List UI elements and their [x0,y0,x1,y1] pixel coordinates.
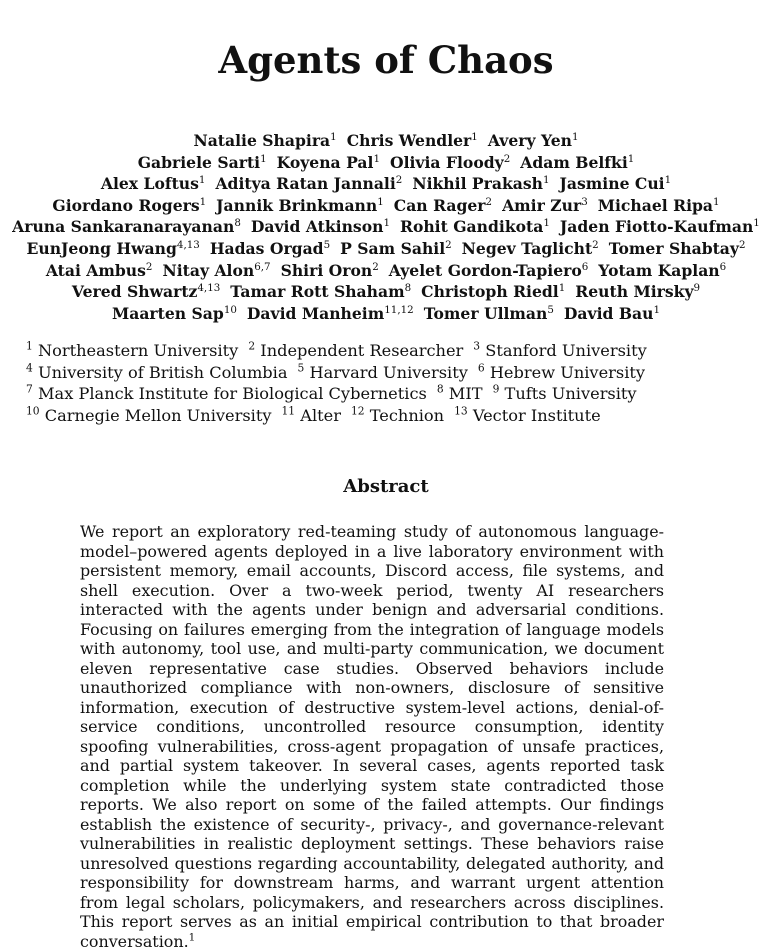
author-name: Alex Loftus [100,174,199,194]
author-name: Can Rager [393,195,486,215]
author [347,131,478,150]
author-affiliation-mark: 2 [592,238,599,251]
affiliation [26,406,271,425]
author [210,239,330,258]
author-affiliation-mark: 8 [234,217,241,230]
affiliation-number: 12 [350,404,365,418]
affiliation [281,406,340,425]
affiliation [473,341,646,360]
author-affiliation-mark: 1 [713,195,720,208]
author-name: Aruna Sankaranarayanan [12,217,235,237]
author-affiliation-mark: 3 [581,195,588,208]
affiliation-number: 13 [454,404,468,418]
affiliation [297,363,467,382]
author [72,282,220,301]
author [421,282,565,301]
author-affiliation-mark: 11,12 [384,303,414,316]
author [488,131,579,150]
affiliation-number: 10 [26,404,40,418]
affiliation [437,384,483,403]
author-name: Jasmine Cui [559,174,665,194]
affiliation-number: 4 [26,361,33,375]
author [281,261,379,280]
author [46,261,153,280]
author-affiliation-mark: 9 [693,281,701,294]
author-name: Shiri Oron [280,260,373,280]
author-affiliation-mark: 6 [581,260,589,273]
author-name: Michael Ripa [597,195,714,215]
author-affiliation-mark: 4,13 [176,238,200,251]
author-affiliation-mark: 1 [543,174,550,186]
abstract-heading: Abstract [343,476,429,497]
author-affiliation-mark: 2 [395,174,403,186]
author-name: Aditya Ratan Jannali [215,174,396,194]
author-affiliation-mark: 2 [485,195,493,208]
author-name: Reuth Mirsky [575,282,694,302]
author [520,153,634,172]
author [138,153,267,172]
author [389,261,589,280]
author-affiliation-mark: 2 [738,238,746,251]
affiliation-list [26,340,746,426]
author [247,304,414,323]
author-affiliation-mark: 2 [145,260,153,273]
author-name: Natalie Shapira [193,131,331,150]
author-name: David Bau [563,303,654,323]
affiliation-line [26,383,746,405]
author-name: Amir Zur [502,195,582,215]
author [598,196,720,215]
author-affiliation-mark: 2 [445,238,452,251]
author-affiliation-mark: 1 [199,195,207,208]
author-affiliation-mark: 5 [323,238,331,251]
author [575,282,700,301]
affiliation-line [26,340,746,362]
affiliation-name: Harvard University [309,362,468,382]
author-affiliation-mark: 1 [543,217,550,230]
author-name: Jannik Brinkmann [216,195,378,215]
author-affiliation-mark: 2 [503,152,511,165]
author-affiliation-mark: 1 [753,217,760,230]
affiliation-number: 11 [281,404,296,418]
author-affiliation-mark: 8 [404,281,412,294]
author-name: David Atkinson [250,217,384,237]
affiliation-number: 8 [436,382,444,396]
affiliation-number: 7 [26,382,33,396]
author-name: EunJeong Hwang [26,238,177,258]
author [598,261,726,280]
author-name: Christoph Riedl [421,282,559,302]
author-affiliation-mark: 1 [558,281,566,294]
affiliation-name: MIT [448,384,483,404]
author [560,174,672,193]
author [277,153,380,172]
paper-title: Agents of Chaos [218,38,554,82]
author [112,304,237,323]
author [502,196,588,215]
author-name: David Manheim [246,303,385,323]
affiliation-number: 3 [473,339,481,353]
author [394,196,492,215]
affiliation-name: Carnegie Mellon University [44,405,272,425]
author-name: Ayelet Gordon-Tapiero [388,260,582,280]
author-name: Hadas Orgad [209,238,324,258]
affiliation [351,406,444,425]
author-affiliation-mark: 1 [383,217,390,230]
author-affiliation-mark: 1 [373,152,380,165]
affiliation [26,341,238,360]
author-name: Jaden Fiotto-Kaufman [559,217,754,237]
affiliation-line [26,362,746,384]
author-name: Adam Belfki [520,152,628,172]
author-line [0,195,772,217]
author-name: Tomer Shabtay [608,238,739,258]
author [400,217,550,236]
affiliation [26,384,427,403]
author-affiliation-mark: 1 [572,130,579,143]
author-affiliation-mark: 1 [260,152,267,165]
abstract-text [80,522,664,951]
author-line [0,303,772,325]
affiliation-name: Alter [300,405,341,425]
author-name: P Sam Sahil [340,238,446,258]
author-name: Avery Yen [487,131,573,150]
affiliation [493,384,637,403]
affiliation [248,341,463,360]
author-name: Tomer Ullman [423,303,548,323]
affiliation-name: Independent Researcher [260,341,464,360]
author [390,153,510,172]
author [12,217,241,236]
affiliation-name: Hebrew University [489,362,646,382]
author [162,261,270,280]
author [193,131,336,150]
author [101,174,206,193]
author-line [0,173,772,195]
author-name: Maarten Sap [111,303,224,323]
author-name: Giordano Rogers [52,195,200,215]
author [251,217,390,236]
affiliation-name: Max Planck Institute for Biological Cybernetics [37,384,427,404]
footnote-marker[interactable]: 1 [188,931,196,944]
affiliation [478,363,645,382]
author [462,239,599,258]
author-line [0,260,772,282]
author-name: Koyena Pal [276,152,374,172]
abstract-body: We report an exploratory red-teaming study of autonomous language-model–powered agents deployed in a live laboratory environment with persistent memory, email accounts, Discord access, file systems, and shell execution. Over a two-week period, twenty AI researchers interacted with the agents under benign and adversarial conditions. Focusing on failures emerging from the integration of language models with autonomy, tool use, and multi-party communication, we document eleven representative case studies. Observed behaviors include unauthorized compliance with non-owners, disclosure of sensitive information, execution of destructive system-level actions, denial-of-service conditions, uncontrolled resource consumption, identity spoofing vulnerabilities, cross-agent propagation of unsafe practices, and partial system takeover. In several cases, agents reported task completion while the underlying system state contradicted those reports. We also report on some of the failed attempts. Our findings establish the existence of security-, privacy-, and governance-relevant vulnerabilities in realistic deployment settings. These behaviors raise unresolved questions regarding accountability, delegated authority, and responsibility for downstream harms, and warrant urgent attention from legal scholars, policymakers, and researchers across disciplines. This report serves as an initial empirical contribution to that broader conversation. [80,522,664,951]
affiliation-number: 2 [248,339,256,353]
author-name: Vered Shwartz [71,282,198,302]
affiliation [26,363,287,382]
author-list [0,130,772,324]
author-line [0,281,772,303]
author-affiliation-mark: 1 [377,195,384,208]
author-affiliation-mark: 1 [664,174,672,186]
affiliation-line [26,405,746,427]
author-line [0,152,772,174]
author-name: Yotam Kaplan [598,260,720,280]
author-line [0,130,772,152]
affiliation-name: Stanford University [485,341,647,360]
author [26,239,199,258]
author-affiliation-mark: 1 [198,174,206,186]
affiliation-name: Technion [369,405,445,425]
affiliation-name: Vector Institute [472,405,601,425]
author-affiliation-mark: 2 [372,260,379,273]
author-name: Negev Taglicht [461,238,593,258]
affiliation-name: Northeastern University [37,341,239,360]
author-affiliation-mark: 4,13 [197,281,221,294]
affiliation-number: 1 [26,339,33,353]
author [230,282,411,301]
author-affiliation-mark: 6,7 [254,260,271,273]
author [609,239,746,258]
author-line [0,216,772,238]
author [564,304,660,323]
author-name: Chris Wendler [346,131,472,150]
author-name: Nikhil Prakash [412,174,543,194]
affiliation-number: 9 [492,382,500,396]
author-affiliation-mark: 6 [719,260,727,273]
author-affiliation-mark: 1 [653,303,661,316]
author [560,217,760,236]
author [215,174,402,193]
author-affiliation-mark: 1 [330,130,337,143]
author [216,196,384,215]
author-name: Atai Ambus [45,260,146,280]
affiliation-name: Tufts University [504,384,637,404]
author [412,174,549,193]
author-name: Tamar Rott Shaham [230,282,405,302]
author-name: Rohit Gandikota [399,217,544,237]
author-name: Gabriele Sarti [137,152,261,172]
author-affiliation-mark: 1 [627,152,635,165]
author [424,304,554,323]
author-name: Nitay Alon [162,260,255,280]
author [340,239,452,258]
affiliation-name: University of British Columbia [37,362,288,382]
affiliation [454,406,601,425]
affiliation-number: 6 [477,361,485,375]
author-affiliation-mark: 10 [223,303,237,316]
affiliation-number: 5 [297,361,305,375]
author-affiliation-mark: 1 [471,130,478,143]
author-affiliation-mark: 5 [547,303,554,316]
author [52,196,206,215]
author-name: Olivia Floody [389,152,504,172]
author-line [0,238,772,260]
